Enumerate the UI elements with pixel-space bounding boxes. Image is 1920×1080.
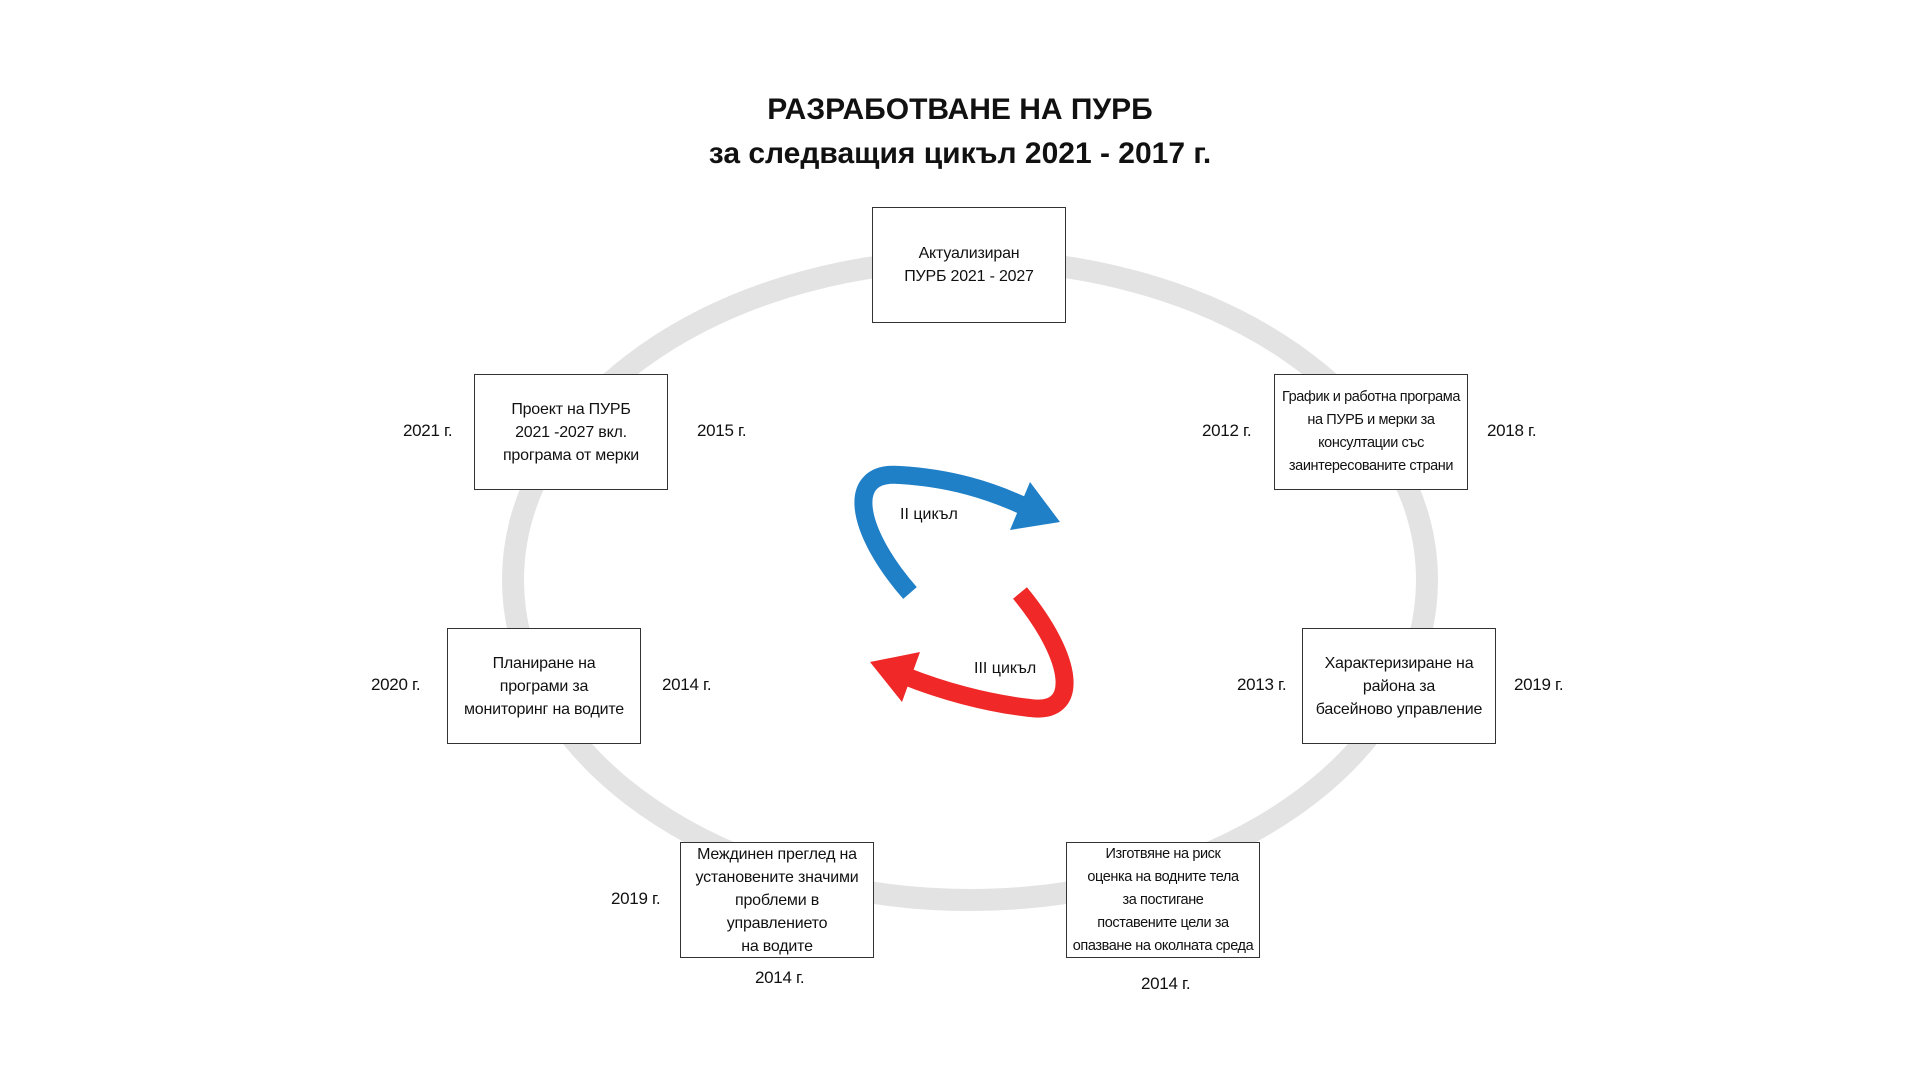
step-updated-plan-text: Актуализиран ПУРБ 2021 - 2027 (904, 245, 1034, 285)
step-draft-plan (474, 374, 668, 490)
year-label: 2014 г. (662, 675, 712, 694)
year-label: 2014 г. (755, 968, 805, 987)
step-schedule-program (1274, 374, 1468, 490)
step-risk-assessment-text: Изготвяне на риск оценка на водните тела за постигане поставените цели за опазване на околната среда (1072, 845, 1254, 954)
step-characterization-text: Характеризиране на района за басейново управление (1315, 654, 1483, 718)
title-line-2: за следващия цикъл 2021 - 2017 г. (708, 137, 1212, 170)
cycle-ii-arrow-shaft (863, 475, 1028, 593)
step-risk-assessment (1066, 842, 1260, 958)
year-label: 2012 г. (1202, 421, 1252, 440)
step-monitoring-planning-text: Планиране на програми за мониторинг на водите (463, 654, 625, 718)
step-interim-review (680, 842, 874, 958)
cycle-iii-label: III цикъл (974, 660, 1037, 677)
year-label: 2019 г. (611, 889, 661, 908)
step-updated-plan (872, 207, 1066, 323)
year-label: 2018 г. (1487, 421, 1537, 440)
title-line-1: РАЗРАБОТВАНЕ НА ПУРБ (767, 93, 1153, 126)
step-interim-review-text: Междинен преглед на установените значими проблеми в управлението на водите (695, 845, 859, 955)
year-label: 2014 г. (1141, 974, 1191, 993)
step-monitoring-planning (447, 628, 641, 744)
cycle-ii-label: II цикъл (900, 506, 958, 523)
cycle-iii-arrow-shaft (905, 593, 1065, 709)
year-label: 2019 г. (1514, 675, 1564, 694)
year-label: 2020 г. (371, 675, 421, 694)
cycle-ring (513, 260, 1427, 900)
year-label: 2015 г. (697, 421, 747, 440)
year-label: 2013 г. (1237, 675, 1287, 694)
step-draft-plan-text: Проект на ПУРБ 2021 -2027 вкл. програма от мерки (502, 400, 640, 464)
step-characterization (1302, 628, 1496, 744)
step-schedule-program-text: График и работна програма на ПУРБ и мерки за консултации със заинтересованите страни (1281, 389, 1461, 474)
year-label: 2021 г. (403, 421, 453, 440)
